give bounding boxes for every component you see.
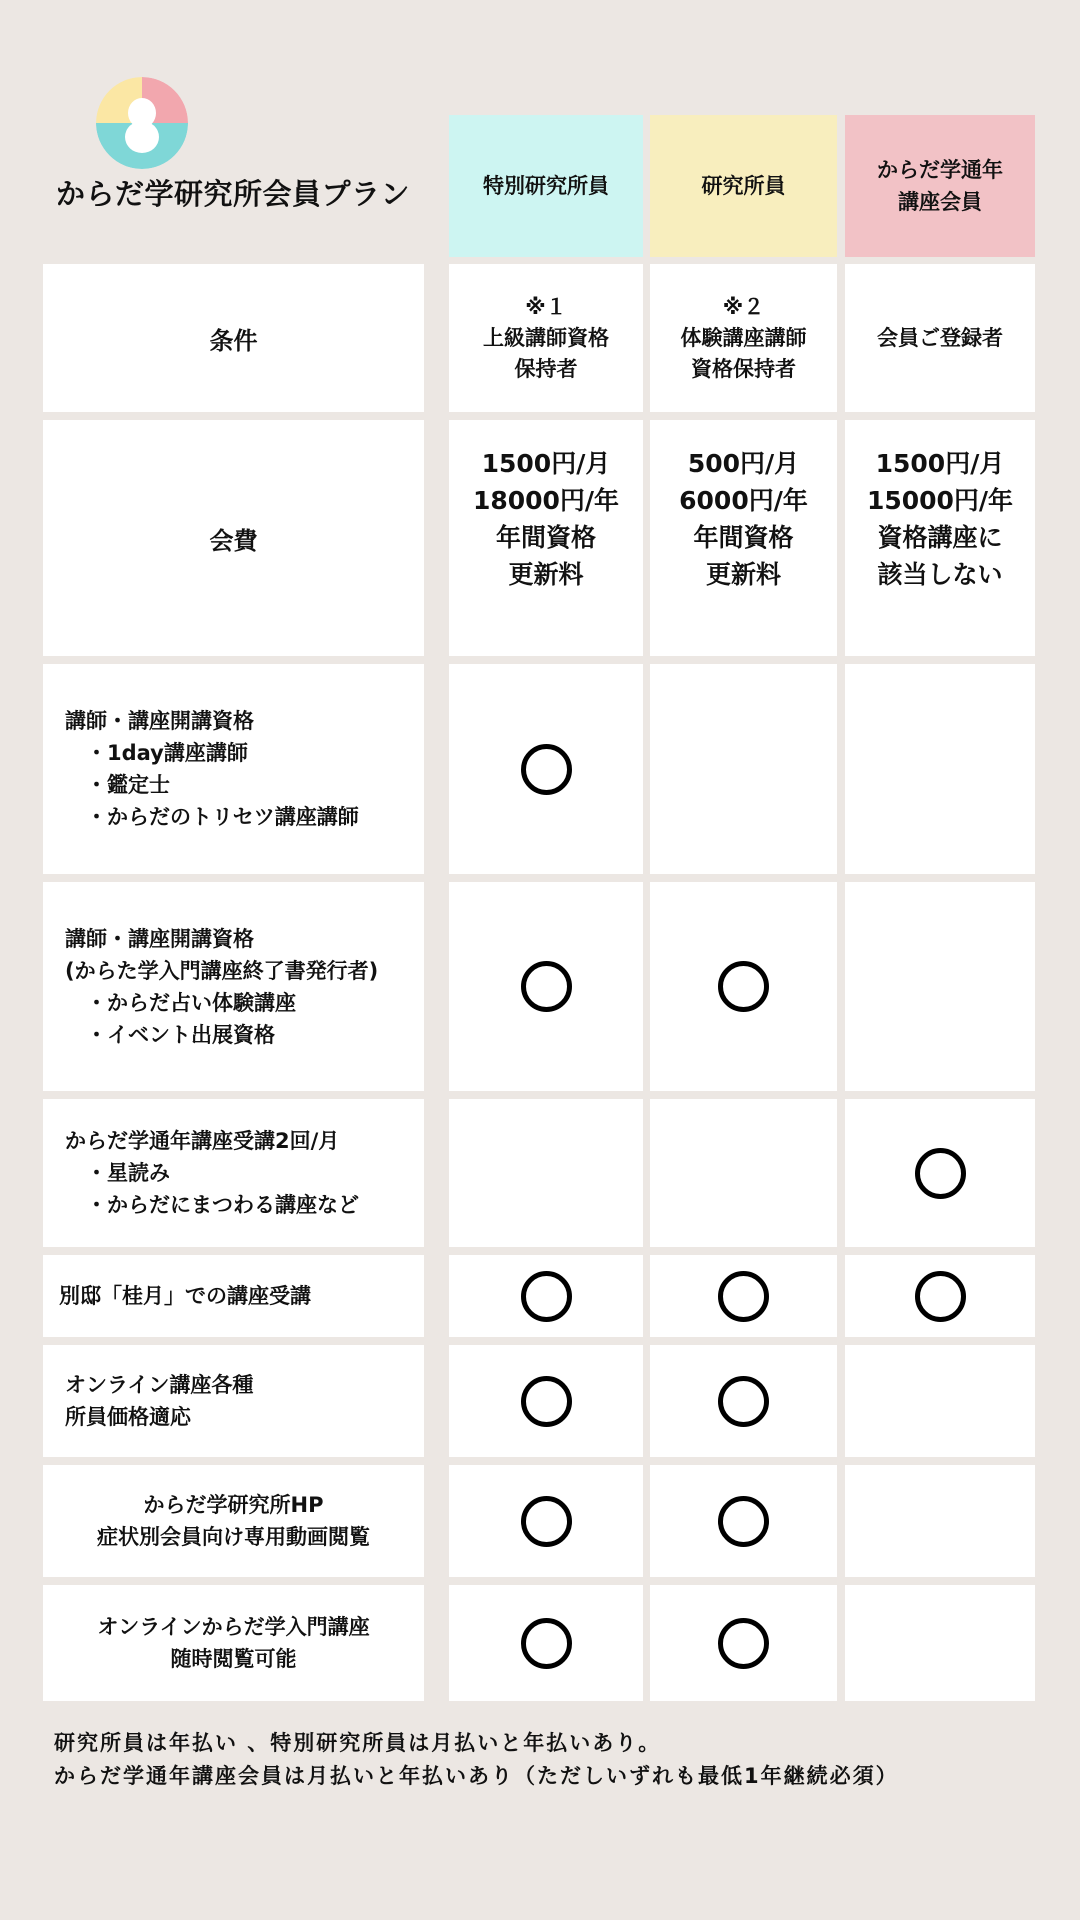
feature-label-cell	[43, 1465, 424, 1577]
conditions-label-cell	[43, 264, 424, 412]
feature-mark-cell	[845, 1099, 1035, 1247]
feature-text: オンライン講座各種 所員価格適応	[65, 1373, 254, 1429]
column-header-special	[449, 115, 643, 257]
circle-mark-icon	[718, 1271, 769, 1322]
feature-mark-cell	[650, 1255, 837, 1337]
circle-mark-icon	[521, 744, 572, 795]
feature-mark-cell	[845, 664, 1035, 874]
feature-mark-cell	[845, 1345, 1035, 1457]
fees-cell	[650, 420, 837, 656]
feature-mark-cell	[845, 1465, 1035, 1577]
feature-mark-cell	[449, 1255, 643, 1337]
column-header-label: 特別研究所員	[483, 174, 609, 198]
conditions-cell	[650, 264, 837, 412]
feature-text: オンラインからだ学入門講座 随時閲覧可能	[97, 1615, 370, 1671]
feature-mark-cell	[449, 1345, 643, 1457]
logo	[96, 77, 188, 169]
circle-mark-icon	[915, 1271, 966, 1322]
fees-cell	[845, 420, 1035, 656]
feature-mark-cell	[650, 1345, 837, 1457]
condition-text: ※１ 上級講師資格 保持者	[483, 294, 609, 381]
condition-text: ※２ 体験講座講師 資格保持者	[680, 294, 807, 381]
fee-text: 1500円/月 15000円/年 資格講座に 該当しない	[866, 449, 1014, 589]
fee-text: 1500円/月 18000円/年 年間資格 更新料	[472, 449, 620, 589]
feature-mark-cell	[650, 1585, 837, 1701]
feature-text: からだ学研究所HP 症状別会員向け専用動画閲覧	[97, 1493, 370, 1549]
column-header-researcher	[650, 115, 837, 257]
logo-figure-icon	[96, 77, 188, 169]
column-header-annual-course	[845, 115, 1035, 257]
column-header-label: からだ学通年 講座会員	[877, 158, 1003, 214]
feature-label-cell	[43, 664, 424, 874]
circle-mark-icon	[521, 961, 572, 1012]
feature-label-cell	[43, 882, 424, 1091]
feature-mark-cell	[449, 882, 643, 1091]
circle-mark-icon	[521, 1271, 572, 1322]
footnote: 研究所員は年払い 、特別研究所員は月払いと年払いあり。 からだ学通年講座会員は月払いと年払いあり（ただしいずれも最低1年継続必須）	[54, 1731, 899, 1788]
feature-mark-cell	[449, 1465, 643, 1577]
circle-mark-icon	[718, 1618, 769, 1669]
circle-mark-icon	[718, 1496, 769, 1547]
circle-mark-icon	[718, 961, 769, 1012]
circle-mark-icon	[915, 1148, 966, 1199]
feature-text: からだ学通年講座受講2回/月 ・星読み ・からだにまつわる講座など	[65, 1129, 359, 1217]
feature-text: 講師・講座開講資格 (からた学入門講座終了書発行者) ・からだ占い体験講座 ・イベント出展資格	[65, 926, 379, 1047]
feature-label-cell	[43, 1585, 424, 1701]
fees-label-cell	[43, 420, 424, 656]
feature-mark-cell	[650, 1465, 837, 1577]
circle-mark-icon	[521, 1496, 572, 1547]
feature-mark-cell	[449, 1585, 643, 1701]
feature-mark-cell	[845, 1255, 1035, 1337]
circle-mark-icon	[521, 1376, 572, 1427]
conditions-label: 条件	[209, 326, 258, 355]
fee-text: 500円/月 6000円/年 年間資格 更新料	[679, 449, 808, 589]
circle-mark-icon	[521, 1618, 572, 1669]
feature-mark-cell	[449, 664, 643, 874]
feature-mark-cell	[650, 882, 837, 1091]
feature-label-cell	[43, 1255, 424, 1337]
feature-mark-cell	[650, 1099, 837, 1247]
feature-mark-cell	[449, 1099, 643, 1247]
column-header-label: 研究所員	[701, 174, 786, 198]
feature-mark-cell	[650, 664, 837, 874]
condition-text: 会員ご登録者	[877, 325, 1003, 350]
conditions-cell	[845, 264, 1035, 412]
feature-mark-cell	[845, 1585, 1035, 1701]
feature-text: 別邸「桂月」での講座受講	[59, 1284, 311, 1308]
feature-text: 講師・講座開講資格 ・1day講座講師 ・鑑定士 ・からだのトリセツ講座講師	[65, 709, 359, 829]
feature-mark-cell	[845, 882, 1035, 1091]
circle-mark-icon	[718, 1376, 769, 1427]
feature-label-cell	[43, 1345, 424, 1457]
fees-cell	[449, 420, 643, 656]
page-title: からだ学研究所会員プラン	[56, 177, 411, 211]
conditions-cell	[449, 264, 643, 412]
fees-label: 会費	[209, 526, 258, 555]
feature-label-cell	[43, 1099, 424, 1247]
